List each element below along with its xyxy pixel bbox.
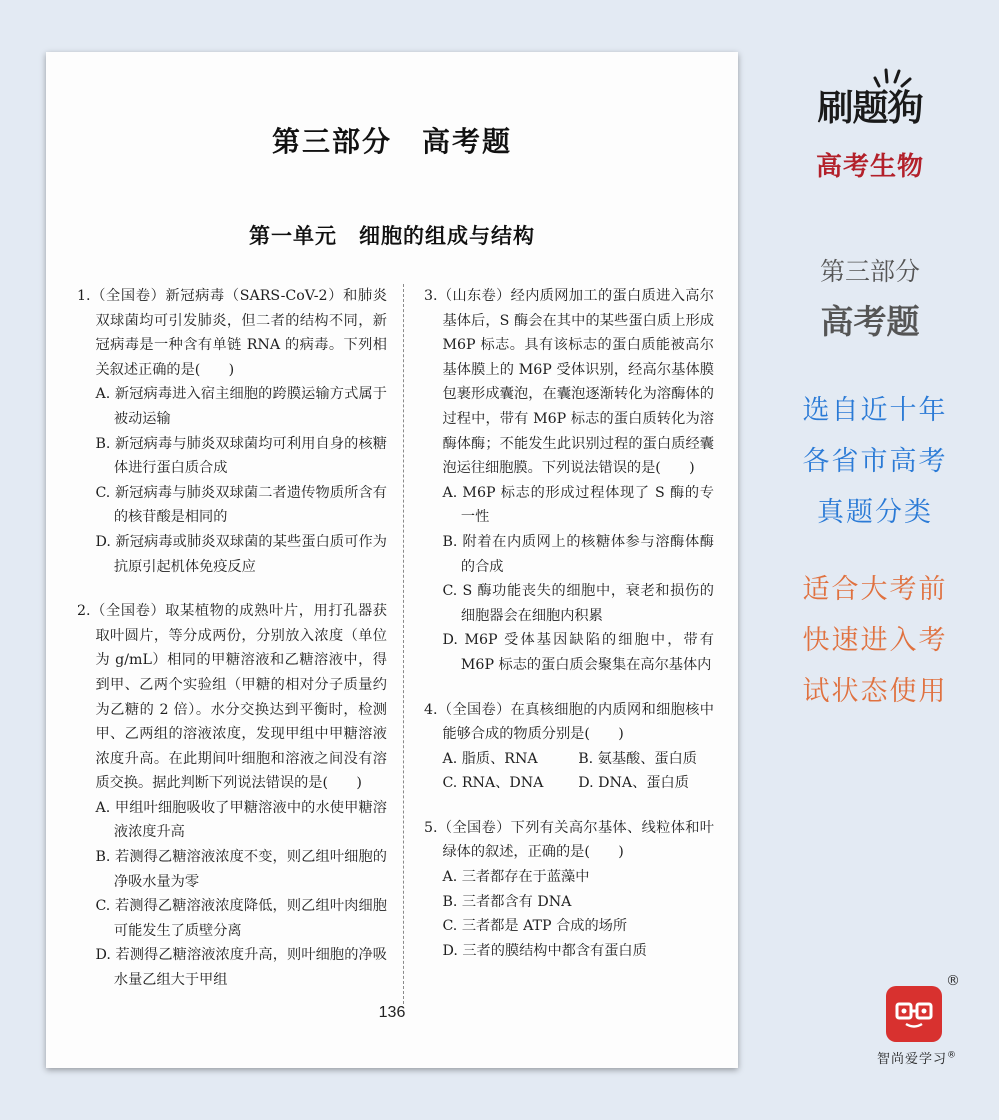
option-a: A. 三者都存在于蓝藻中 [442, 869, 590, 886]
feature-orange [790, 564, 960, 717]
question-stem: 4.（全国卷）在真核细胞的内质网和细胞核中能够合成的物质分别是( ) [424, 701, 714, 743]
publisher-name [862, 1048, 972, 1067]
feature-line: 真题分类 [817, 497, 933, 528]
question-5 [424, 816, 714, 964]
feature-line: 各省市高考 [802, 446, 948, 477]
option-b: B. 若测得乙糖溶液浓度不变，则乙组叶细胞的净吸水量为零 [95, 849, 387, 890]
part-title: 高考题 [820, 302, 920, 341]
option-c: C. S 酶功能丧失的细胞中，衰老和损伤的细胞器会在细胞内积累 [442, 583, 714, 624]
page-title: 第三部分 高考题 [271, 125, 512, 158]
option-d: D. 若测得乙糖溶液浓度升高，则叶细胞的净吸水量乙组大于甲组 [95, 947, 387, 989]
feature-line: 快速进入考 [802, 625, 948, 656]
option-d: D. M6P 受体基因缺陷的细胞中，带有 M6P 标志的蛋白质会聚集在高尔基体内 [442, 632, 714, 673]
option-a: A. 新冠病毒进入宿主细胞的跨膜运输方式属于被动运输 [95, 386, 387, 427]
option-a: A. 甲组叶细胞吸收了甲糖溶液中的水使甲糖溶液浓度升高 [95, 799, 387, 841]
question-1 [77, 284, 387, 579]
option-b: B. 三者都含有 DNA [442, 893, 572, 910]
question-3 [424, 284, 714, 678]
question-stem: 5.（全国卷）下列有关高尔基体、线粒体和叶绿体的叙述，正确的是( ) [424, 819, 714, 861]
option-d: D. 三者的膜结构中都含有蛋白质 [442, 942, 647, 959]
brand-logo-text: 刷题狗 [817, 88, 923, 129]
question-stem: 1.（全国卷）新冠病毒（SARS-CoV-2）和肺炎双球菌均可引发肺炎，但二者的结构不同，新冠病毒是一种含有单链 RNA 的病毒。下列相关叙述正确的是( ) [77, 288, 387, 378]
subject-label: 高考生物 [815, 152, 924, 182]
option-grid [424, 747, 714, 796]
feature-line: 适合大考前 [802, 574, 948, 605]
option-c: C. RNA、DNA [442, 775, 544, 792]
part-label: 第三部分 [819, 257, 920, 286]
option-d: D. 新冠病毒或肺炎双球菌的某些蛋白质可作为抗原引起机体免疫反应 [95, 533, 387, 575]
exam-page [46, 52, 738, 1068]
option-b: B. 氨基酸、蛋白质 [578, 750, 697, 767]
option-b: B. 新冠病毒与肺炎双球菌均可利用自身的核糖体进行蛋白质合成 [95, 435, 387, 477]
option-b: B. 附着在内质网上的核糖体参与溶酶体酶的合成 [442, 533, 714, 575]
publisher-name-text: 智尚爱学习 [876, 1052, 947, 1067]
option-a: A. 脂质、RNA [442, 750, 538, 767]
question-stem: 2.（全国卷）取某植物的成熟叶片，用打孔器获取叶圆片，等分成两份，分别放入浓度（单位为 g/mL）相同的甲糖溶液和乙糖溶液中，得到甲、乙两个实验组（甲糖的相对分子质量约为乙糖的 2 倍）。水分交换达到平衡时，检测甲、乙两组的溶液浓度，发现甲组中甲糖溶液浓度升高。在此期间叶细胞和溶液之间没有溶质交换。据此判断下列说法错误的是( ) [77, 603, 387, 792]
question-stem: 3.（山东卷）经内质网加工的蛋白质进入高尔基体后，S 酶会在其中的某些蛋白质上形成 M6P 标志。具有该标志的蛋白质能被高尔基体膜上的 M6P 受体识别，经高尔基体膜包裹形成囊泡，在囊泡逐渐转化为溶酶体的过程中，带有 M6P 标志的蛋白质转化为溶酶体酶；不能发生此识别过程的蛋白质经囊泡运往细胞膜。下列说法错误的是( ) [424, 288, 714, 477]
option-c: C. 若测得乙糖溶液浓度降低，则乙组叶肉细胞可能发生了质壁分离 [95, 898, 387, 939]
option-c: C. 新冠病毒与肺炎双球菌二者遗传物质所含有的核苷酸是相同的 [95, 484, 387, 526]
column-divider [403, 284, 404, 1004]
page-number: 136 [378, 1004, 406, 1021]
feature-blue [790, 385, 960, 538]
feature-line: 试状态使用 [802, 676, 948, 707]
option-c: C. 三者都是 ATP 合成的场所 [442, 918, 628, 935]
question-2 [77, 599, 387, 993]
option-a: A. M6P 标志的形成过程体现了 S 酶的专一性 [442, 484, 714, 526]
feature-line: 选自近十年 [802, 395, 948, 426]
question-4 [424, 698, 714, 796]
registered-mark-small: ® [947, 1050, 957, 1061]
publisher-logo-icon [886, 986, 942, 1042]
left-column [77, 284, 387, 993]
unit-title: 第一单元 细胞的组成与结构 [249, 223, 535, 248]
registered-mark: ® [946, 973, 960, 989]
option-d: D. DNA、蛋白质 [578, 775, 689, 792]
right-column [424, 284, 714, 963]
